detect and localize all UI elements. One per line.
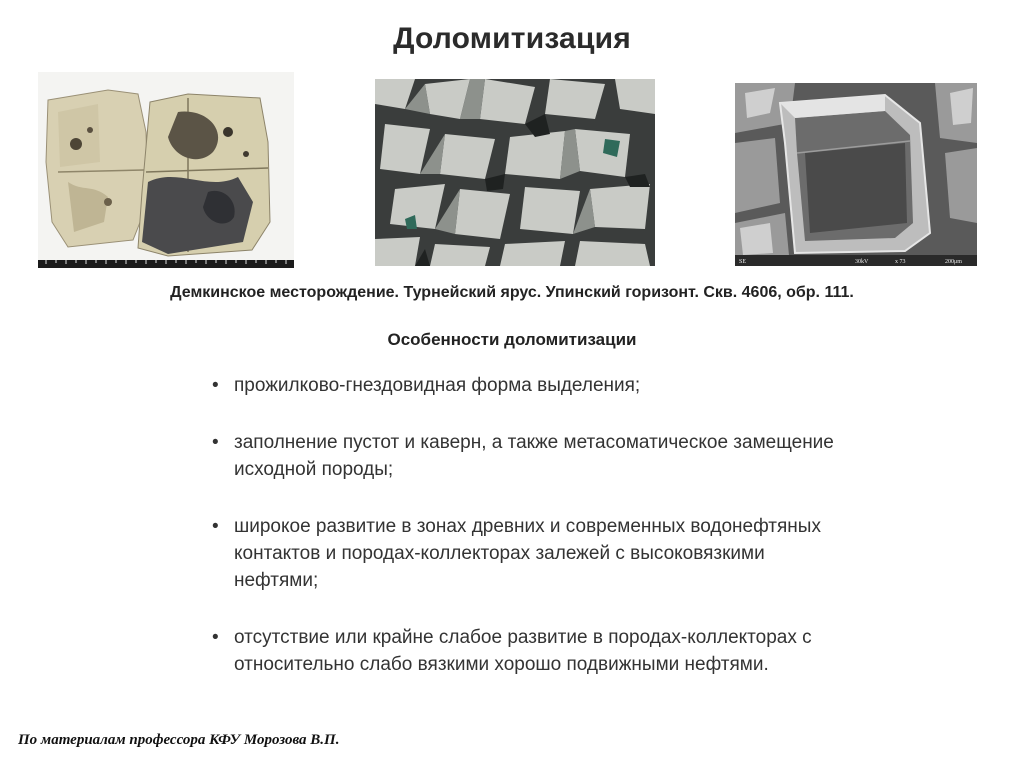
slide-title: Доломитизация bbox=[393, 22, 631, 55]
list-item-text: широкое развитие в зонах древних и современных водонефтяных контактов и породах-коллекторах залежей с высоковязкими нефтями; bbox=[234, 516, 821, 591]
list-item bbox=[212, 513, 852, 594]
source-credit: По материалам профессора КФУ Морозова В.П. bbox=[18, 732, 340, 748]
sem-magnification-label: x 73 bbox=[895, 259, 906, 265]
sem-scale-label: 200μm bbox=[945, 259, 962, 265]
list-item-text: прожилково-гнездовидная форма выделения; bbox=[234, 375, 641, 396]
list-item bbox=[212, 429, 852, 483]
list-item-text: заполнение пустот и каверн, а также метасоматическое замещение исходной породы; bbox=[234, 432, 834, 480]
photo-caption: Демкинское месторождение. Турнейский ярус. Упинский горизонт. Скв. 4606, обр. 111. bbox=[170, 284, 854, 301]
bullet-marker: • bbox=[212, 516, 219, 537]
sem-micrograph bbox=[735, 83, 977, 266]
bullet-marker: • bbox=[212, 627, 219, 648]
bullet-marker: • bbox=[212, 432, 219, 453]
list-item-text: отсутствие или крайне слабое развитие в породах-коллекторах с относительно слабо вязкими хорошо подвижными нефтями. bbox=[234, 627, 812, 675]
sem-mode-label: SE bbox=[739, 259, 747, 265]
sem-voltage-label: 30kV bbox=[855, 259, 869, 265]
list-item bbox=[212, 624, 852, 678]
section-subtitle: Особенности доломитизации bbox=[387, 330, 637, 349]
bullet-marker: • bbox=[212, 375, 219, 396]
list-item bbox=[212, 372, 852, 399]
rock-core-sample-photo bbox=[38, 72, 294, 268]
features-list bbox=[212, 372, 852, 678]
thin-section-micrograph bbox=[375, 79, 655, 266]
